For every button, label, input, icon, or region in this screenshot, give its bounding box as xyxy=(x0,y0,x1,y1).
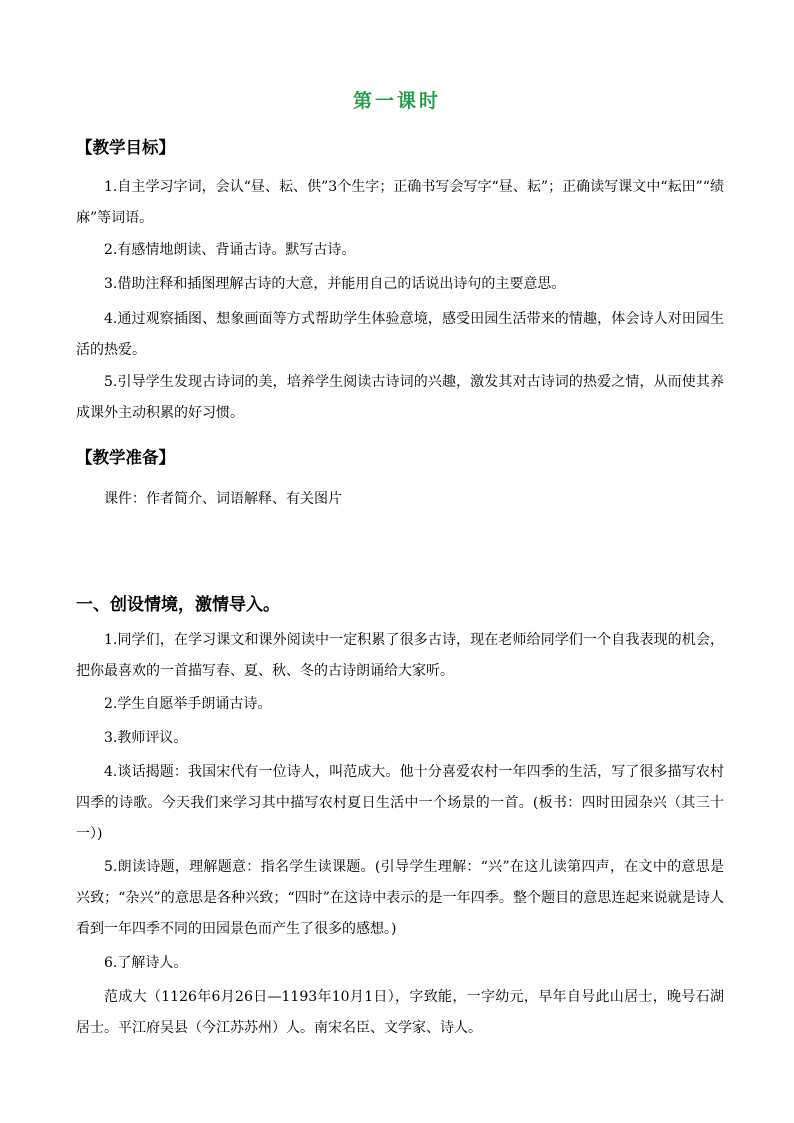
preparation-text: 课件：作者简介、词语解释、有关图片 xyxy=(104,491,342,507)
section-1-paragraph: 2.学生自愿举手朗诵古诗。 xyxy=(104,696,272,712)
section-1-paragraph: 3.教师评议。 xyxy=(104,730,188,746)
objective-item-2: 2.有感情地朗读、背诵古诗。默写古诗。 xyxy=(104,242,356,258)
section-1-paragraph: 1.同学们，在学习课文和课外阅读中一定积累了很多古诗，现在老师给同学们一个自我表现的机会，把你最喜欢的一首描写春、夏、秋、冬的古诗朗诵给大家听。 xyxy=(76,632,724,679)
section-1-heading: 一、创设情境，激情导入。 xyxy=(76,595,280,615)
section-1-paragraph: 5.朗读诗题，理解题意：指名学生读课题。(引导学生理解：“兴”在这儿读第四声，在文中的意思是兴致；“杂兴”的意思是各种兴致；“四时”在这诗中表示的是一年四季。整个题目的意思连起来说就是诗人看到一年四季不同的田园景色而产生了很多的感想。) xyxy=(76,859,724,937)
section-1-paragraph: 6.了解诗人。 xyxy=(104,955,188,971)
lesson-title: 第一课时 xyxy=(352,90,441,112)
objective-item-5: 5.引导学生发现古诗词的美，培养学生阅读古诗词的兴趣，激发其对古诗词的热爱之情，从而使其养成课外主动积累的好习惯。 xyxy=(76,374,724,421)
objective-item-3: 3.借助注释和插图理解古诗的大意，并能用自己的话说出诗句的主要意思。 xyxy=(104,276,566,292)
author-bio: 范成大（1126年6月26日—1193年10月1日），字致能，一字幼元，早年自号此山居士，晚号石湖居士。平江府吴县（今江苏苏州）人。南宋名臣、文学家、诗人。 xyxy=(76,989,724,1036)
section-1-paragraph: 4.谈话揭题：我国宋代有一位诗人，叫范成大。他十分喜爱农村一年四季的生活，写了很多描写农村四季的诗歌。今天我们来学习其中描写农村夏日生活中一个场景的一首。(板书：四时田园杂兴（其三十一）) xyxy=(76,764,724,842)
preparation-heading: 【教学准备】 xyxy=(76,448,175,467)
objectives-heading: 【教学目标】 xyxy=(76,138,175,157)
objective-item-1: 1.自主学习字词，会认“昼、耘、供”3个生字；正确书写会写字“昼、耘”；正确读写课文中“耘田”“绩麻”等词语。 xyxy=(76,179,724,226)
objective-item-4: 4.通过观察插图、想象画面等方式帮助学生体验意境，感受田园生活带来的情趣，体会诗人对田园生活的热爱。 xyxy=(76,311,724,358)
